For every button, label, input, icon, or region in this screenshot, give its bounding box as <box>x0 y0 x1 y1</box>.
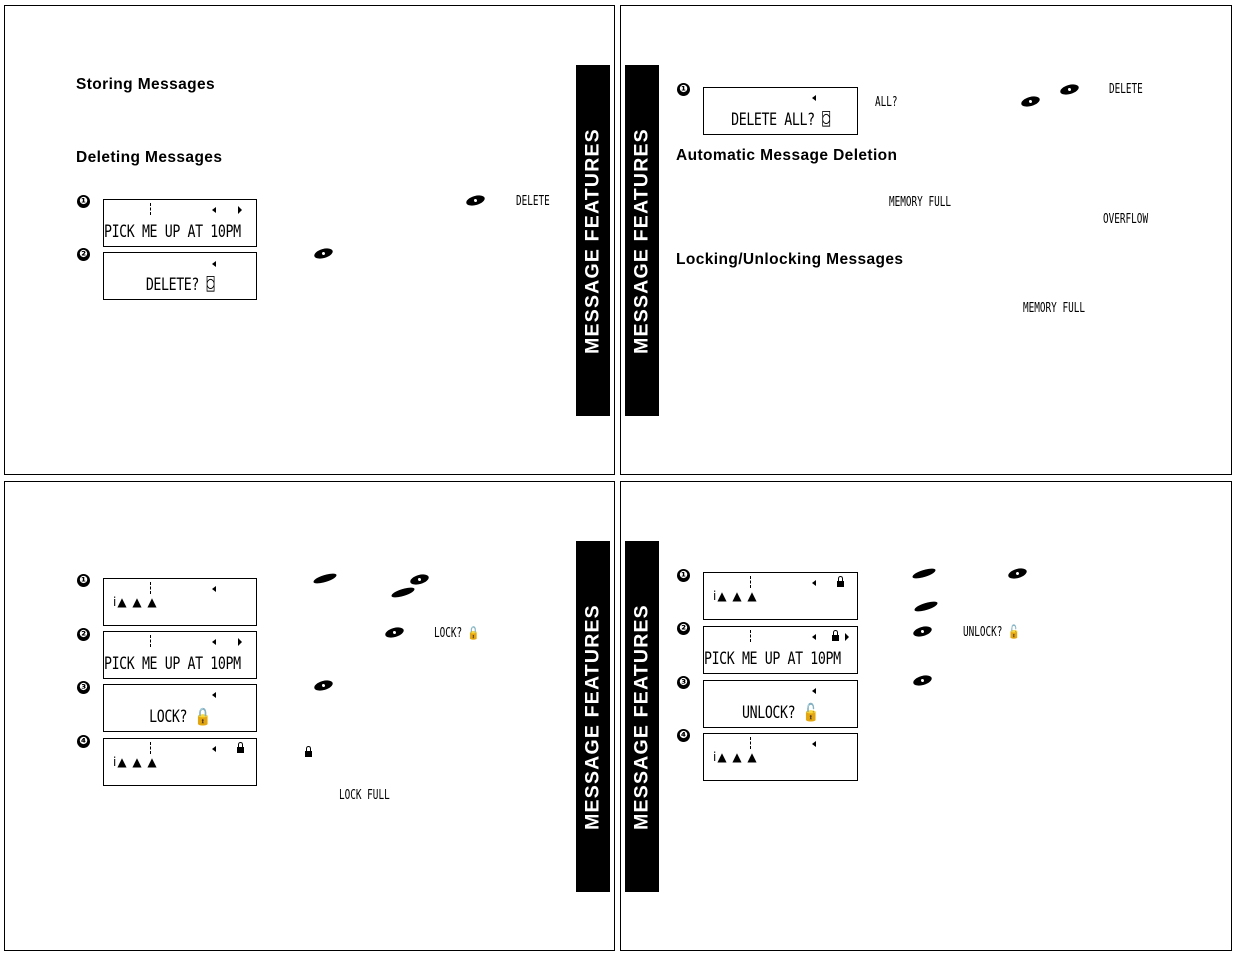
heading-storing-messages: Storing Messages <box>76 76 216 93</box>
heading-locking-unlocking-messages: Locking/Unlocking Messages <box>676 251 904 268</box>
label-overflow: OVERFLOW <box>1103 212 1149 227</box>
lcd-unlock-text: UNLOCK? 🔓 <box>742 703 819 723</box>
section-tab <box>625 65 659 416</box>
step-2-marker: ❷ <box>77 248 90 261</box>
lcd-left-arrow-icon <box>212 207 216 213</box>
section-tab-label: MESSAGE FEATURES <box>630 127 653 354</box>
lcd-left-arrow-icon <box>812 634 816 640</box>
page-storing-deleting <box>4 5 615 475</box>
step-1-marker: ❶ <box>677 83 690 96</box>
lcd-display-unlock-prompt <box>703 680 858 728</box>
select-button-icon <box>1007 567 1028 581</box>
lcd-tick <box>150 742 152 754</box>
lcd-display-lock-prompt <box>103 684 257 732</box>
select-button-icon <box>409 573 430 587</box>
section-tab-label: MESSAGE FEATURES <box>581 603 604 830</box>
label-memory-full: MEMORY FULL <box>889 195 951 210</box>
pager-icons: i▲ ▲ ▲ <box>113 755 158 769</box>
select-button-icon <box>1020 95 1041 109</box>
lcd-tick <box>150 635 152 647</box>
function-button-icon <box>391 586 416 599</box>
step-4-marker: ❹ <box>77 735 90 748</box>
lcd-display-message-locked <box>703 626 858 674</box>
select-button-icon <box>465 194 486 208</box>
lcd-left-arrow-icon <box>212 261 216 267</box>
step-1-marker: ❶ <box>77 195 90 208</box>
page-locking-steps <box>4 481 615 951</box>
heading-deleting-messages: Deleting Messages <box>76 149 223 166</box>
lcd-left-arrow-icon <box>212 639 216 645</box>
lcd-lock-icon <box>832 635 839 641</box>
label-delete: DELETE <box>516 194 550 209</box>
page-auto-deletion-locking <box>620 5 1232 475</box>
lcd-lock-icon <box>237 747 244 753</box>
step-3-marker: ❸ <box>677 676 690 689</box>
lcd-display-pagers <box>103 578 257 626</box>
lcd-display-message <box>103 199 257 247</box>
lcd-tick <box>750 630 752 642</box>
lcd-tick <box>150 582 152 594</box>
pager-icons: i▲ ▲ ▲ <box>113 595 158 609</box>
lcd-message-text: PICK ME UP AT 10PM <box>104 222 241 242</box>
pager-icons: i▲ ▲ ▲ <box>713 750 758 764</box>
label-lock-full: LOCK FULL <box>339 788 390 803</box>
lcd-lock-icon <box>837 581 844 587</box>
lcd-display-message <box>103 631 257 679</box>
step-1-marker: ❶ <box>677 569 690 582</box>
select-button-icon <box>912 625 933 639</box>
section-tab <box>576 65 610 416</box>
lcd-right-arrow-icon <box>845 633 849 641</box>
lcd-lock-text: LOCK? 🔒 <box>149 707 211 727</box>
lcd-left-arrow-icon <box>212 746 216 752</box>
select-button-icon <box>912 674 933 688</box>
select-button-icon <box>313 247 334 261</box>
label-delete: DELETE <box>1109 82 1143 97</box>
lcd-delete-text: DELETE? ⌼ <box>145 275 215 295</box>
lcd-left-arrow-icon <box>812 95 816 101</box>
lock-icon <box>305 751 312 757</box>
lcd-display-pagers <box>703 733 858 781</box>
lcd-display-pagers-locked <box>103 738 257 786</box>
lcd-left-arrow-icon <box>812 688 816 694</box>
label-memory-full-2: MEMORY FULL <box>1023 301 1085 316</box>
lcd-right-arrow-icon <box>238 638 242 646</box>
section-tab <box>625 541 659 892</box>
select-button-icon <box>1059 83 1080 97</box>
lcd-display-delete-prompt <box>103 252 257 300</box>
label-lock: LOCK? 🔒 <box>434 626 480 641</box>
heading-automatic-message-deletion: Automatic Message Deletion <box>676 147 898 164</box>
lcd-left-arrow-icon <box>212 586 216 592</box>
lcd-tick <box>750 576 752 588</box>
lcd-left-arrow-icon <box>812 580 816 586</box>
select-button-icon <box>384 626 405 640</box>
lcd-tick <box>750 737 752 749</box>
pager-icons: i▲ ▲ ▲ <box>713 589 758 603</box>
section-tab-label: MESSAGE FEATURES <box>581 127 604 354</box>
select-button-icon <box>313 679 334 693</box>
function-button-icon <box>912 567 937 580</box>
function-button-icon <box>313 572 338 585</box>
lcd-right-arrow-icon <box>238 206 242 214</box>
lcd-message-text: PICK ME UP AT 10PM <box>104 654 241 674</box>
lcd-tick <box>150 203 152 215</box>
step-4-marker: ❹ <box>677 729 690 742</box>
lcd-display-delete-all <box>703 87 858 135</box>
step-3-marker: ❸ <box>77 681 90 694</box>
lcd-message-text: PICK ME UP AT 10PM <box>704 649 841 669</box>
lcd-display-pagers-locked <box>703 572 858 620</box>
function-button-icon <box>914 600 939 613</box>
step-2-marker: ❷ <box>77 628 90 641</box>
lcd-left-arrow-icon <box>812 741 816 747</box>
section-tab <box>576 541 610 892</box>
lcd-left-arrow-icon <box>212 692 216 698</box>
label-unlock: UNLOCK? 🔓 <box>963 625 1020 640</box>
page-unlocking-steps <box>620 481 1232 951</box>
step-1-marker: ❶ <box>77 574 90 587</box>
lcd-delete-all-text: DELETE ALL? ⌼ <box>731 110 830 130</box>
label-all: ALL? <box>875 95 898 110</box>
section-tab-label: MESSAGE FEATURES <box>630 603 653 830</box>
step-2-marker: ❷ <box>677 622 690 635</box>
